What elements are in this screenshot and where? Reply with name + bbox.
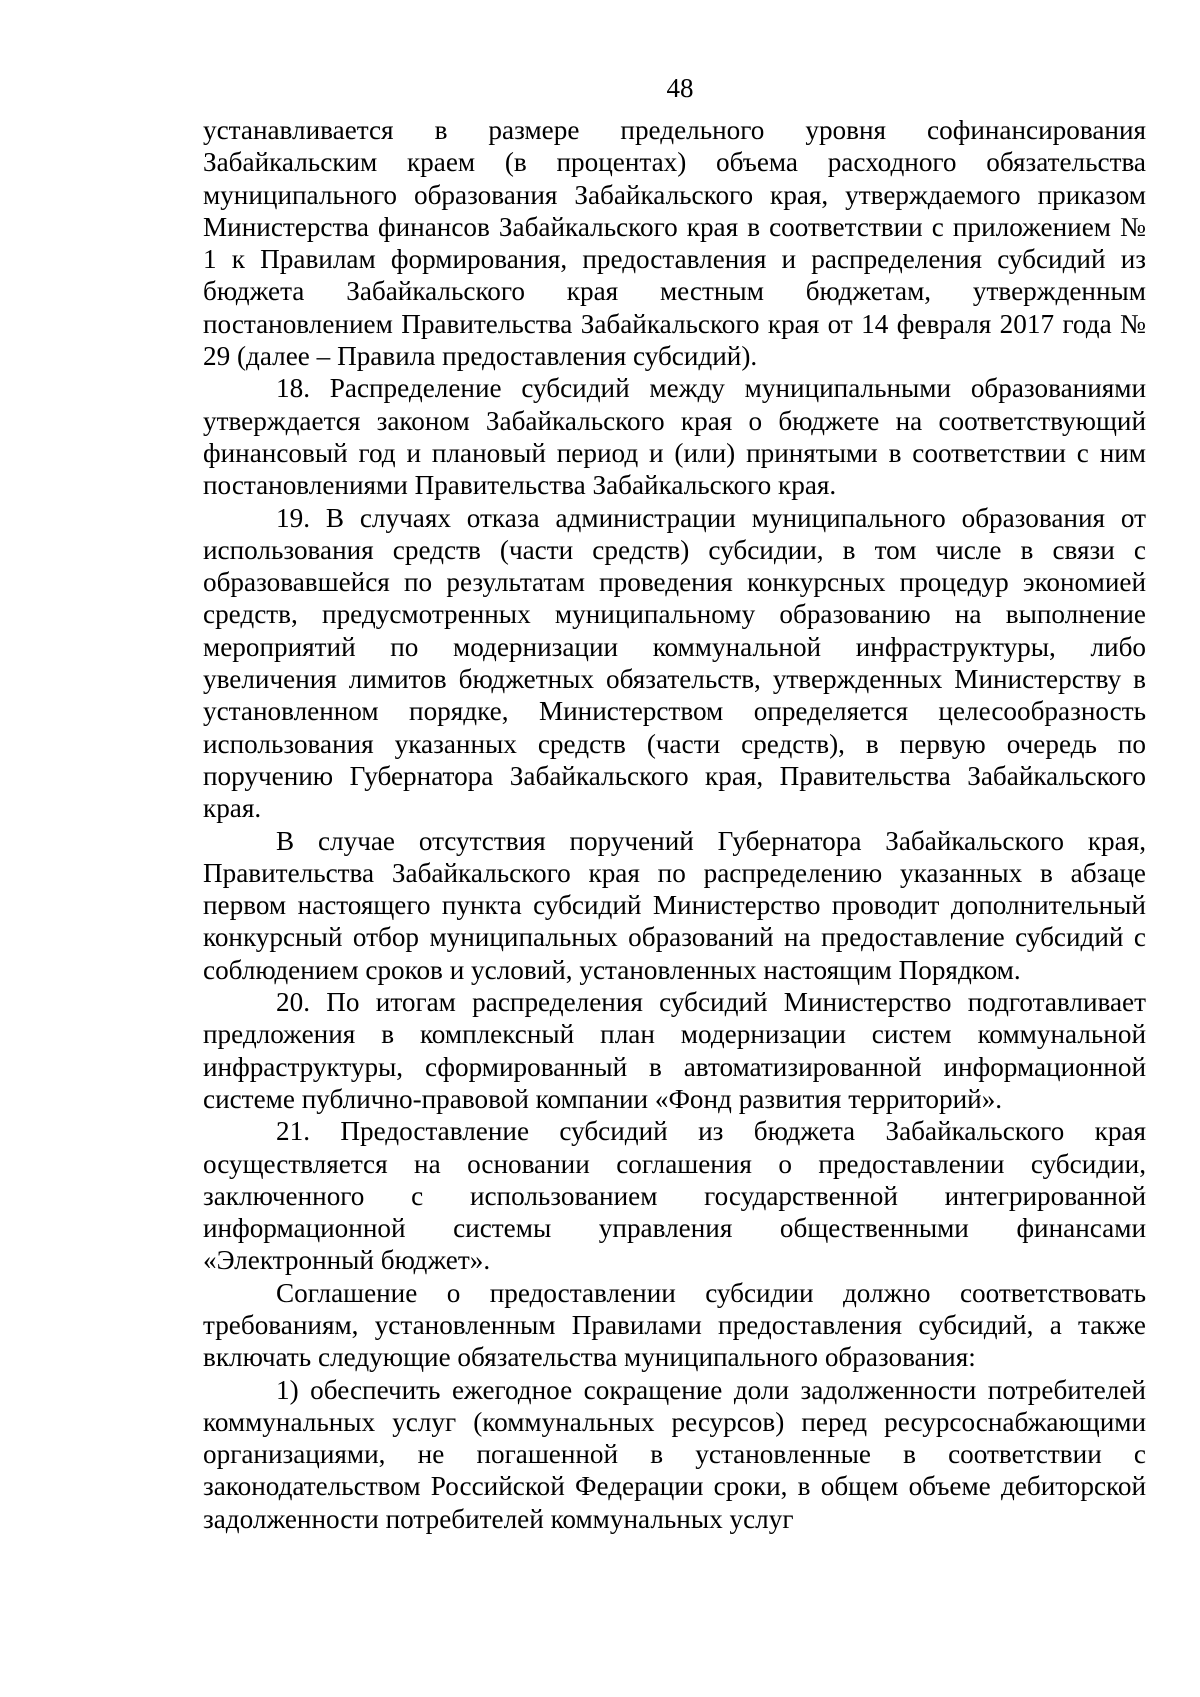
paragraph-obligation-1: 1) обеспечить ежегодное сокращение доли задолженности потребителей коммунальных услуг (коммунальных ресурсов) перед ресурсоснабжающими организациями, не погашенной в установленные в соответствии с законодательством Российской Федерации сроки, в общем объеме дебиторской задолженности потребителей коммунальных услуг [203, 1374, 1146, 1534]
paragraph-item-20: 20. По итогам распределения субсидий Министерство подготавливает предложения в комплексный план модернизации систем коммунальной инфраструктуры, сформированный в автоматизированной информационной системе публично-правовой компании «Фонд развития территорий». [203, 987, 1146, 1114]
paragraph-continuation: устанавливается в размере предельного уровня софинансирования Забайкальским краем (в процентах) объема расходного обязательства муниципального образования Забайкальского края, утверждаемого приказом Министерства финансов Забайкальского края в соответствии с приложением № 1 к Правилам формирования, предоставления и распределения субсидий из бюджета Забайкальского края местным бюджетам, утвержденным постановлением Правительства Забайкальского края от 14 февраля 2017 года № 29 (далее – Правила предоставления субсидий). [203, 115, 1146, 372]
paragraph-item-18: 18. Распределение субсидий между муниципальными образованиями утверждается законом Забайкальского края о бюджете на соответствующий финансовый год и плановый период и (или) принятыми в соответствии с ним постановлениями Правительства Забайкальского края. [203, 373, 1146, 501]
paragraph-item-19: 19. В случаях отказа администрации муниципального образования от использования средств (части средств) субсидии, в том числе в связи с образовавшейся по результатам проведения конкурсных процедур экономией средств, предусмотренных муниципальному образованию на выполнение мероприятий по модернизации коммунальной инфраструктуры, либо увеличения лимитов бюджетных обязательств, утвержденных Министерству в установленном порядке, Министерством определяется целесообразность использования указанных средств (части средств), в первую очередь по поручению Губернатора Забайкальского края, Правительства Забайкальского края. [203, 502, 1146, 824]
page-number: 48 [666, 73, 694, 103]
paragraph-agreement-requirements: Соглашение о предоставлении субсидии должно соответствовать требованиям, установленным Правилами предоставления субсидий, а также включать следующие обязательства муниципального образования: [203, 1277, 1146, 1373]
document-body [203, 114, 1146, 1535]
paragraph-item-19-part-2: В случае отсутствия поручений Губернатора Забайкальского края, Правительства Забайкальского края по распределению указанных в абзаце первом настоящего пункта субсидий Министерство проводит дополнительный конкурсный отбор муниципальных образований на предоставление субсидий с соблюдением сроков и условий, установленных настоящим Порядком. [203, 825, 1146, 985]
paragraph-item-21: 21. Предоставление субсидий из бюджета Забайкальского края осуществляется на основании соглашения о предоставлении субсидии, заключенного с использованием государственной интегрированной информационной системы управления общественными финансами «Электронный бюджет». [203, 1116, 1146, 1276]
